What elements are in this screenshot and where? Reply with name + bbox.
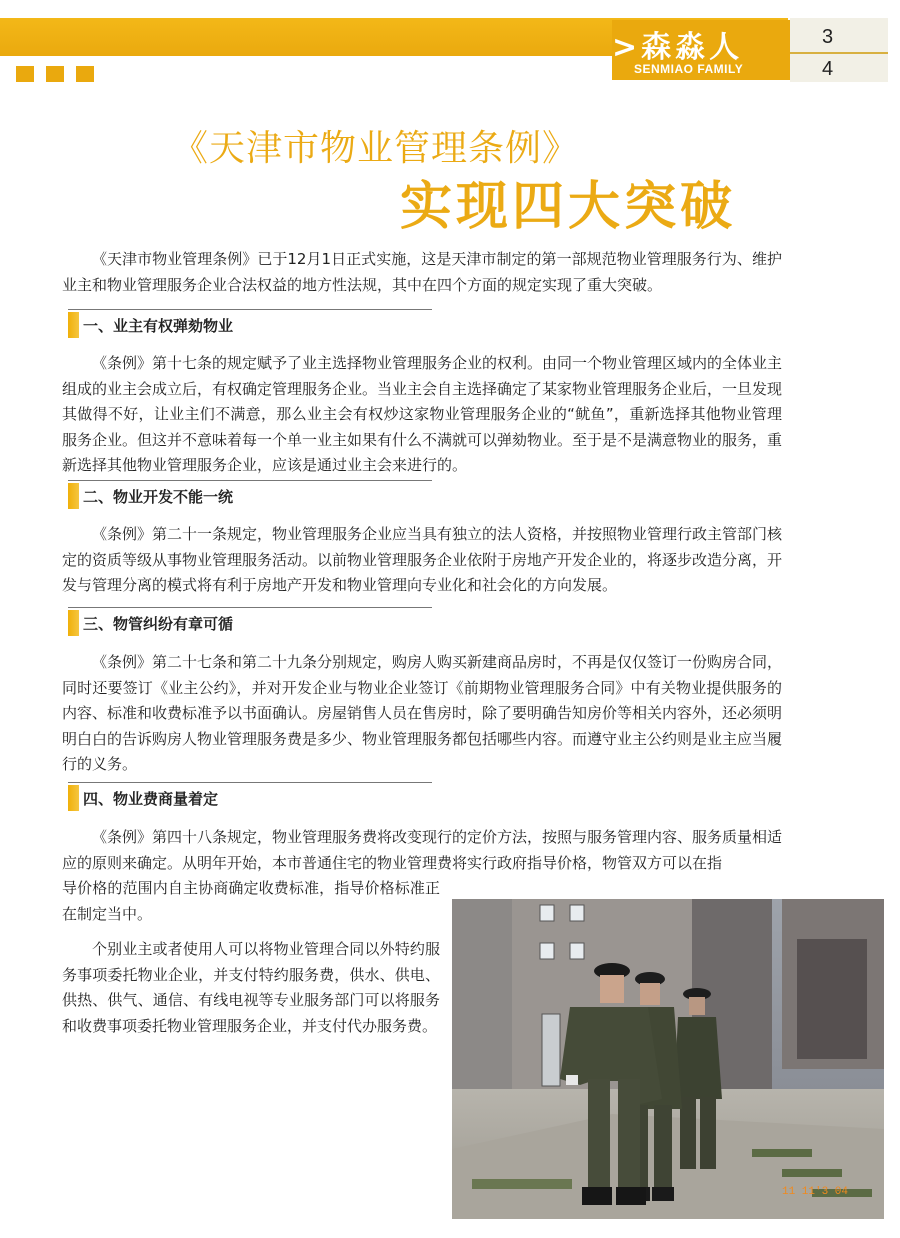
page-number-box — [790, 18, 888, 82]
section-rule — [68, 607, 432, 608]
section-3-paragraph: 《条例》第二十七条和第二十九条分别规定，购房人购买新建商品房时，不再是仅仅签订一份购房合同，同时还要签订《业主公约》，并对开发企业与物业企业签订《前期物业管理服务合同》中有关物业提供服务的内容、标准和收费标准予以书面确认。房屋销售人员在售房时，除了要明确告知房价等相关内容外，还必须明明白白的告诉购房人物业管理服务费是多少、物业管理服务都包括哪些内容。而遵守业主公约则是业主应当履行的义务。 — [62, 653, 783, 773]
guards-photo — [452, 899, 884, 1219]
page-number-right: 4 — [822, 58, 834, 80]
section-marker — [68, 483, 79, 509]
section-heading-1 — [68, 312, 432, 338]
article-subtitle: 实现四大突破 — [400, 177, 737, 237]
section-title: 四、物业费商量着定 — [83, 790, 219, 808]
guards-photo-illustration — [452, 899, 884, 1219]
section-heading-2 — [68, 483, 432, 509]
section-heading-3 — [68, 610, 432, 636]
section-marker — [68, 312, 79, 338]
section-heading-4 — [68, 785, 432, 811]
intro-paragraph: 《天津市物业管理条例》已于12月1日正式实施，这是天津市制定的第一部规范物业管理服务行为、维护业主和物业管理服务企业合法权益的地方性法规，其中在四个方面的规定实现了重大突破。 — [62, 250, 782, 294]
photo-timestamp: 11 11'3 04 — [782, 1186, 849, 1198]
section-title: 三、物管纠纷有章可循 — [83, 615, 234, 633]
section-4-paragraph-2: 个别业主或者使用人可以将物业管理合同以外特约服务事项委托物业企业，并支付特约服务费，供水、供电、供热、供气、通信、有线电视等专业服务部门可以将服务和收费事项委托物业管理服务企业，并支付代办服务费。 — [62, 940, 440, 1035]
section-4-paragraph-1-cont: 导价格的范围内自主协商确定收费标准，指导价格标准正在制定当中。 — [62, 879, 440, 923]
section-rule — [68, 309, 432, 310]
section-2-paragraph: 《条例》第二十一条规定，物业管理服务企业应当具有独立的法人资格，并按照物业管理行政主管部门核定的资质等级从事物业管理服务活动。以前物业管理服务企业依附于房地产开发企业的，将逐步改造分离，开发与管理分离的模式将有利于房地产开发和物业管理向专业化和社会化的方向发展。 — [62, 525, 783, 594]
section-rule — [68, 480, 432, 481]
section-1-paragraph: 《条例》第十七条的规定赋予了业主选择物业管理服务企业的权利。由同一个物业管理区域内的全体业主组成的业主会成立后，有权确定管理服务企业。当业主会自主选择确定了某家物业管理服务企业后，一旦发现其做得不好，让业主们不满意，那么业主会有权炒这家物业管理服务企业的“鱿鱼”，重新选择其他物业管理服务企业。但这并不意味着每一个单一业主如果有什么不满就可以弹劾物业。至于是不是满意物业的服务，重新选择其他物业管理服务企业，应该是通过业主会来进行的。 — [62, 354, 783, 474]
header-stripes — [0, 56, 110, 82]
section-title: 一、业主有权弹劾物业 — [83, 317, 234, 335]
brand-name-en: SENMIAO FAMILY — [634, 62, 744, 76]
brand-name-cn: >森淼人 — [612, 30, 744, 65]
section-rule — [68, 782, 432, 783]
section-marker — [68, 610, 79, 636]
page-number-divider — [790, 52, 888, 54]
section-4-paragraph-1: 《条例》第四十八条规定，物业管理服务费将改变现行的定价方法，按照与服务管理内容、服务质量相适应的原则来确定。从明年开始，本市普通住宅的物业管理费将实行政府指导价格，物管双方可以在指 — [62, 828, 783, 872]
section-marker — [68, 785, 79, 811]
page-number-left: 3 — [822, 26, 834, 48]
section-title: 二、物业开发不能一统 — [83, 488, 234, 506]
article-title: 《天津市物业管理条例》 — [172, 128, 580, 169]
